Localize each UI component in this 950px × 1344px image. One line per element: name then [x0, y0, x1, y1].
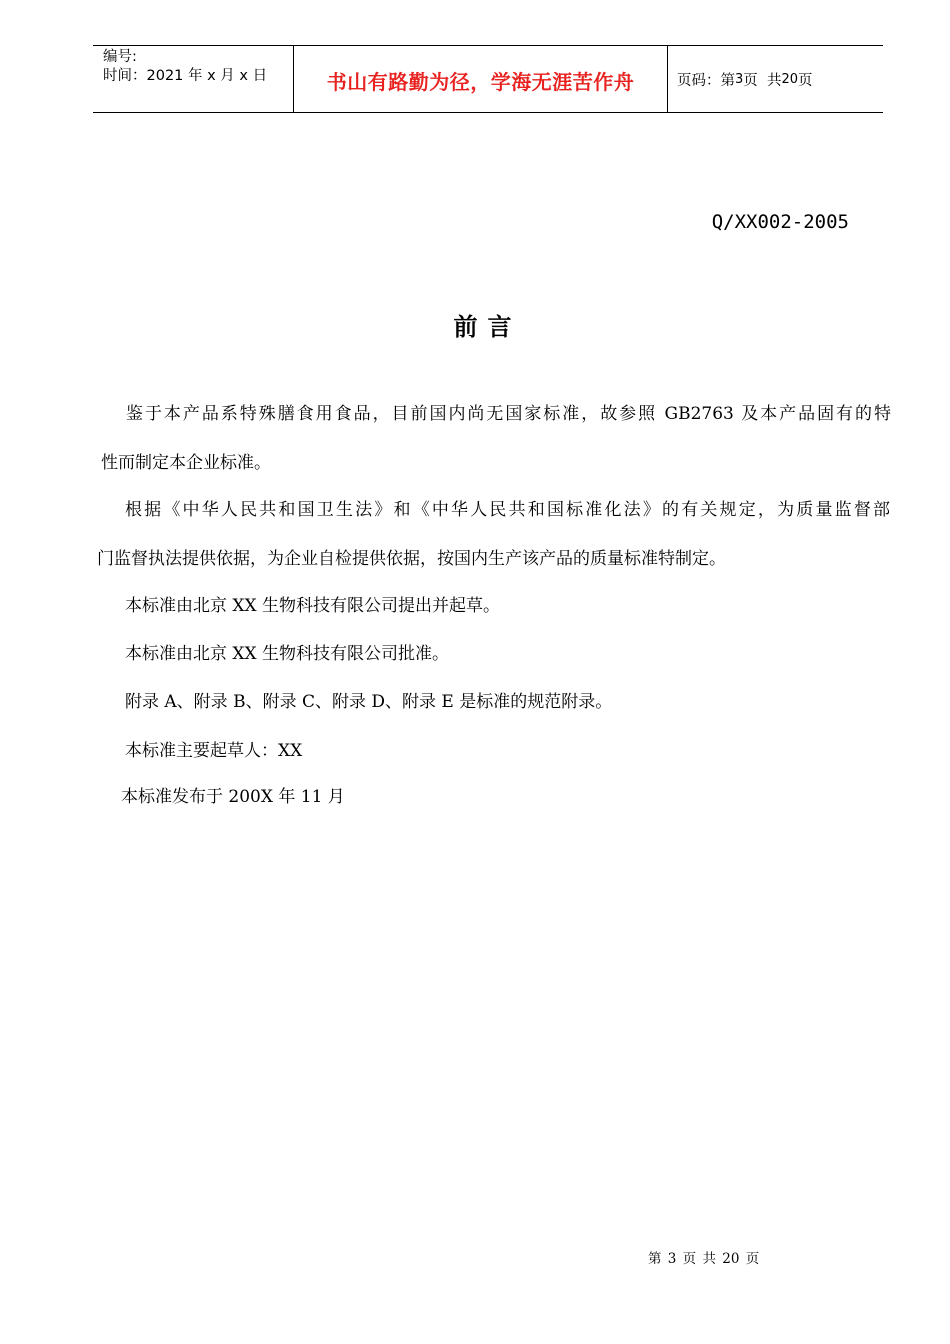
page-prefix: 页码：第 — [677, 72, 735, 89]
paragraph-line: 鉴于本产品系特殊膳食用食品，目前国内尚无国家标准，故参照 GB2763 及本产品固有的特 — [126, 404, 891, 424]
header-meta-cell — [93, 46, 294, 112]
page-header — [93, 45, 883, 113]
header-motto-cell — [294, 46, 668, 112]
paragraph-line: 性而制定本企业标准。 — [101, 453, 271, 473]
page-suffix: 页 — [798, 72, 813, 89]
page-current: 3 — [735, 71, 744, 87]
header-page-cell — [668, 46, 883, 112]
standard-code: Q/XX002-2005 — [711, 211, 849, 233]
paragraph-line: 本标准主要起草人：XX — [125, 741, 303, 761]
paragraph-line: 门监督执法提供依据，为企业自检提供依据，按国内生产该产品的质量标准特制定。 — [97, 549, 726, 569]
page-mid: 页 共 — [743, 72, 782, 89]
header-motto: 书山有路勤为径，学海无涯苦作舟 — [326, 69, 635, 94]
page-title: 前言 — [453, 313, 522, 341]
paragraph-line: 根据《中华人民共和国卫生法》和《中华人民共和国标准化法》的有关规定，为质量监督部 — [125, 500, 890, 520]
page-footer: 第 3 页 共 20 页 — [648, 1251, 760, 1267]
paragraph-line: 本标准由北京 XX 生物科技有限公司批准。 — [125, 644, 450, 664]
serial-number-label: 编号: — [103, 49, 137, 65]
page-total: 20 — [781, 71, 799, 87]
time-label: 时间：2021 年 x 月 x 日 — [103, 68, 268, 84]
paragraph-line: 本标准由北京 XX 生物科技有限公司提出并起草。 — [125, 596, 501, 616]
paragraph-line: 本标准发布于 200X 年 11 月 — [121, 787, 345, 807]
paragraph-line: 附录 A、附录 B、附录 C、附录 D、附录 E 是标准的规范附录。 — [125, 692, 613, 712]
